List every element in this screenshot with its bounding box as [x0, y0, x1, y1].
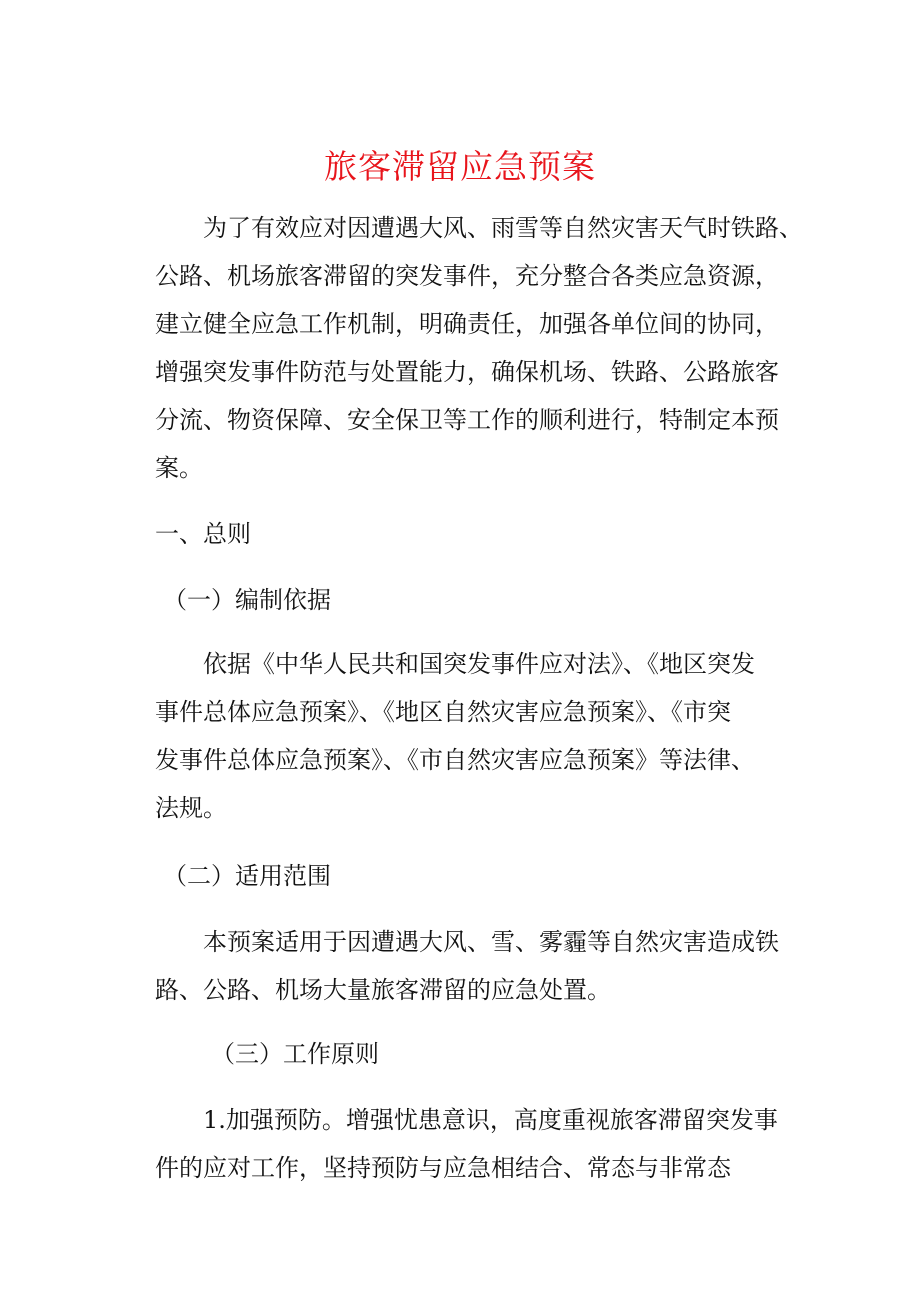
- text-line: 依据《中华人民共和国突发事件应对法》、《地区突发: [155, 650, 755, 678]
- heading-text: （三）工作原则: [211, 1040, 379, 1068]
- text-line: 发事件总体应急预案》、《市自然灾害应急预案》等法律、: [155, 746, 755, 774]
- heading-text: 一、总则: [155, 520, 251, 548]
- subsection-heading-scope: [163, 852, 331, 900]
- scope-paragraph: [155, 918, 779, 1014]
- text-line: 为了有效应对因遭遇大风、雨雪等自然灾害天气时铁路、: [155, 214, 803, 242]
- text-line: 建立健全应急工作机制，明确责任，加强各单位间的协同，: [155, 310, 779, 338]
- heading-text: （一）编制依据: [163, 586, 331, 614]
- text-line: 增强突发事件防范与处置能力，确保机场、铁路、公路旅客: [155, 358, 779, 386]
- text-line: 件的应对工作，坚持预防与应急相结合、常态与非常态: [155, 1154, 731, 1182]
- section-heading-general: [155, 510, 251, 558]
- text-line: 案。: [155, 454, 203, 482]
- text-line: 分流、物资保障、安全保卫等工作的顺利进行，特制定本预: [155, 406, 779, 434]
- text-line: 路、公路、机场大量旅客滞留的应急处置。: [155, 976, 611, 1004]
- subsection-heading-basis: [163, 576, 331, 624]
- intro-paragraph: [155, 204, 803, 492]
- text-line: 公路、机场旅客滞留的突发事件，充分整合各类应急资源，: [155, 262, 779, 290]
- text-line: 1.加强预防。增强忧患意识，高度重视旅客滞留突发事: [155, 1106, 778, 1134]
- heading-text: （二）适用范围: [163, 862, 331, 890]
- basis-paragraph: [155, 640, 755, 832]
- subsection-heading-principles: [211, 1030, 379, 1078]
- text-line: 法规。: [155, 794, 227, 822]
- principle-paragraph: [155, 1096, 778, 1192]
- document-title: 旅客滞留应急预案: [324, 147, 596, 186]
- text-line: 本预案适用于因遭遇大风、雪、雾霾等自然灾害造成铁: [155, 928, 779, 956]
- text-line: 事件总体应急预案》、《地区自然灾害应急预案》、《市突: [155, 698, 731, 726]
